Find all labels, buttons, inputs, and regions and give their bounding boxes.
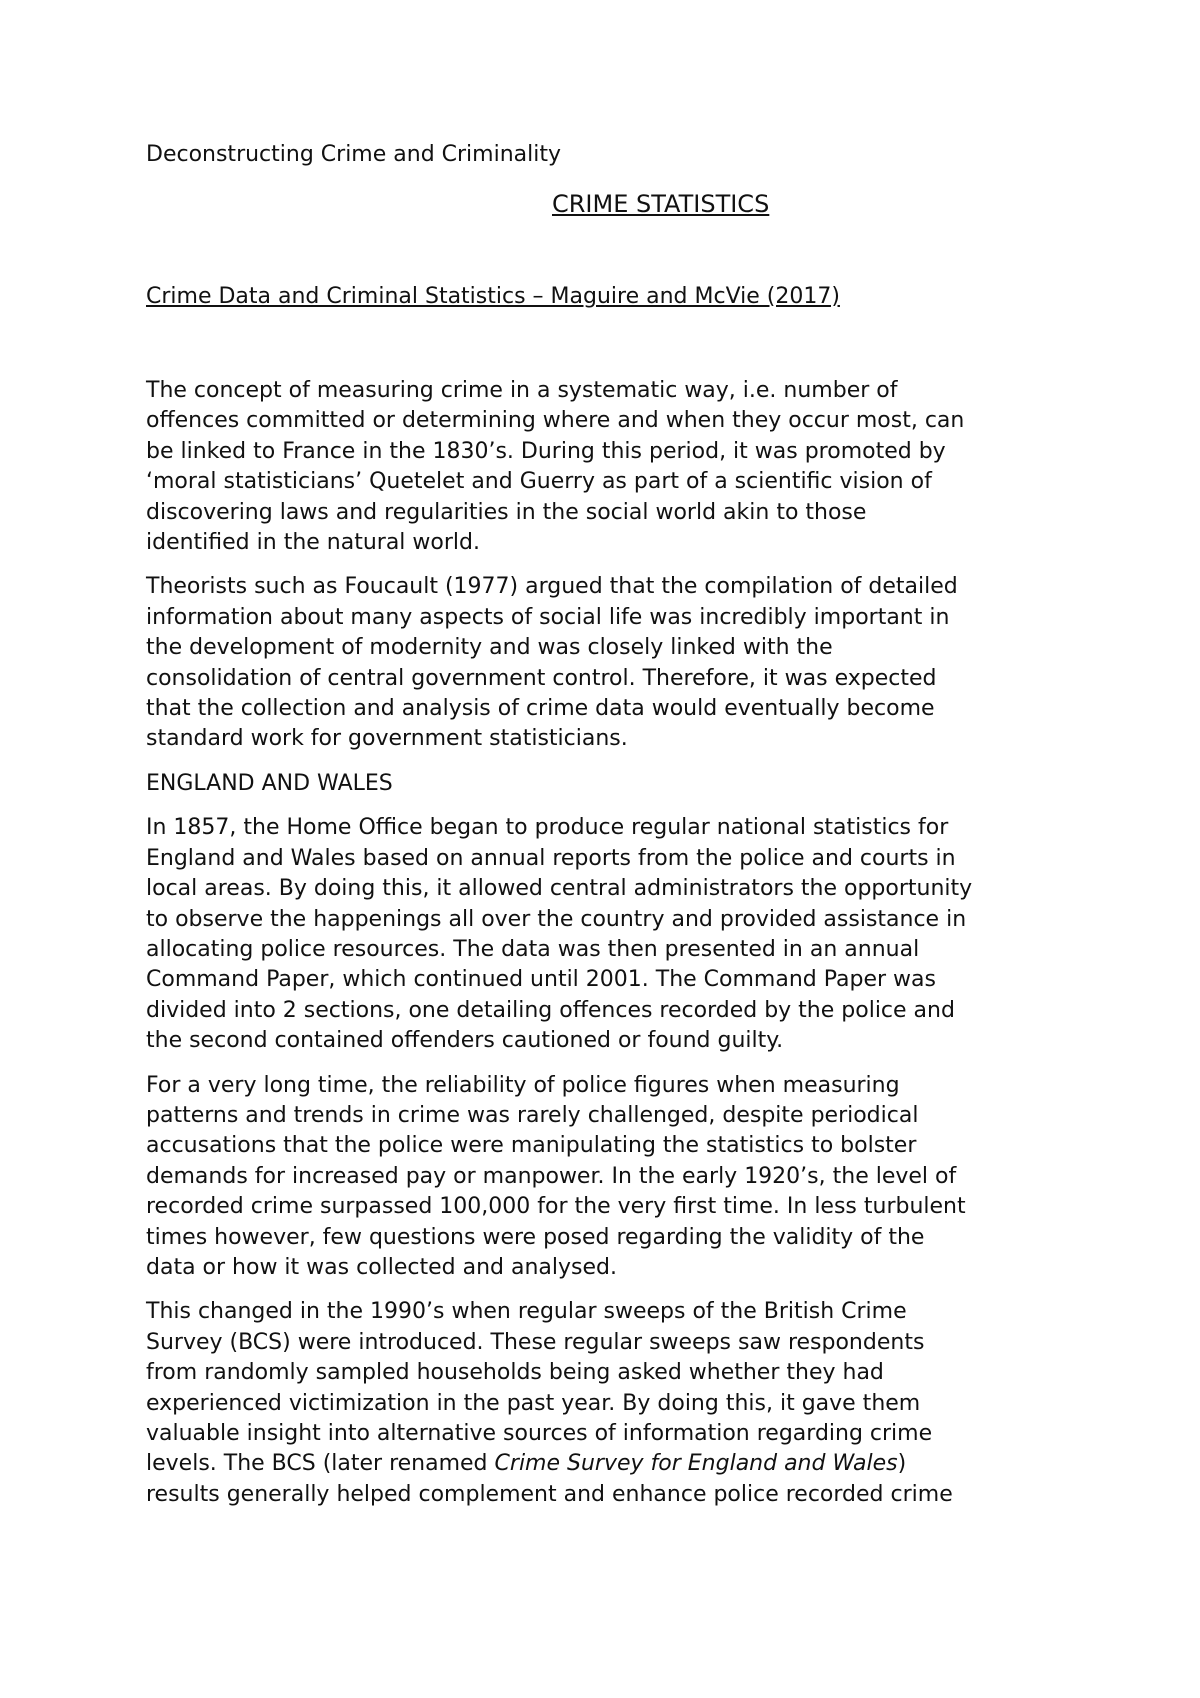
document-subtitle: Crime Data and Criminal Statistics – Maguire and McVie (2017) <box>146 284 840 309</box>
text-line: data or how it was collected and analysed. <box>146 1254 618 1280</box>
text-line: offences committed or determining where and when they occur most, can <box>146 408 965 434</box>
text-line: local areas. By doing this, it allowed central administrators the opportunity <box>146 876 973 902</box>
text-run: ) <box>897 1451 907 1477</box>
text-line: valuable insight into alternative sources of information regarding crime <box>146 1421 933 1446</box>
text-line: For a very long time, the reliability of police figures when measuring <box>146 1072 900 1098</box>
text-line: In 1857, the Home Office began to produce regular national statistics for <box>146 815 949 841</box>
section-heading: ENGLAND AND WALES <box>146 770 393 796</box>
text-line: Theorists such as Foucault (1977) argued that the compilation of detailed <box>146 574 958 600</box>
text-line: information about many aspects of social life was incredibly important in <box>146 604 950 630</box>
text-line: that the collection and analysis of crime data would eventually become <box>146 696 935 722</box>
text-line: results generally helped complement and enhance police recorded crime <box>146 1481 953 1507</box>
paragraph-foucault <box>146 572 1076 754</box>
text-line: allocating police resources. The data was then presented in an annual <box>146 936 920 962</box>
text-line: This changed in the 1990’s when regular sweeps of the British Crime <box>146 1299 907 1325</box>
text-line: Survey (BCS) were introduced. These regular sweeps saw respondents <box>146 1329 925 1355</box>
text-line: patterns and trends in crime was rarely challenged, despite periodical <box>146 1102 919 1128</box>
text-line: Command Paper, which continued until 2001. The Command Paper was <box>146 967 936 993</box>
text-line: times however, few questions were posed regarding the validity of the <box>146 1224 925 1250</box>
text-line: standard work for government statisticians. <box>146 726 628 752</box>
text-line: England and Wales based on annual reports from the police and courts in <box>146 845 956 871</box>
italic-survey-name: Crime Survey for England and Wales <box>494 1451 898 1477</box>
text-line: The concept of measuring crime in a systematic way, i.e. number of <box>146 378 898 403</box>
paragraph-home-office <box>146 813 1076 1056</box>
text-line: to observe the happenings all over the country and provided assistance in <box>146 906 967 932</box>
text-line: consolidation of central government control. Therefore, it was expected <box>146 665 937 691</box>
text-line: divided into 2 sections, one detailing offences recorded by the police and <box>146 997 955 1023</box>
text-line-with-italic <box>146 1449 1076 1479</box>
text-line: the development of modernity and was closely linked with the <box>146 635 833 661</box>
text-line: the second contained offenders cautioned or found guilty. <box>146 1028 784 1054</box>
text-line: experienced victimization in the past year. By doing this, it gave them <box>146 1390 921 1416</box>
text-run: levels. The BCS (later renamed <box>146 1451 495 1477</box>
text-line: accusations that the police were manipulating the statistics to bolster <box>146 1133 917 1159</box>
document-title: CRIME STATISTICS <box>552 190 770 218</box>
text-line: demands for increased pay or manpower. In the early 1920’s, the level of <box>146 1163 957 1189</box>
paragraph-history <box>146 376 1076 558</box>
text-line: ‘moral statisticians’ Quetelet and Guerry as part of a scientific vision of <box>146 469 932 495</box>
text-line: be linked to France in the 1830’s. During this period, it was promoted by <box>146 438 946 464</box>
text-line: recorded crime surpassed 100,000 for the very first time. In less turbulent <box>146 1194 966 1220</box>
paragraph-bcs <box>146 1297 1076 1510</box>
text-line: identified in the natural world. <box>146 530 480 556</box>
paragraph-reliability <box>146 1071 1076 1284</box>
text-line: discovering laws and regularities in the social world akin to those <box>146 499 867 525</box>
document-page <box>146 140 1076 1510</box>
text-line: from randomly sampled households being asked whether they had <box>146 1360 884 1386</box>
document-header: Deconstructing Crime and Criminality <box>146 142 562 167</box>
